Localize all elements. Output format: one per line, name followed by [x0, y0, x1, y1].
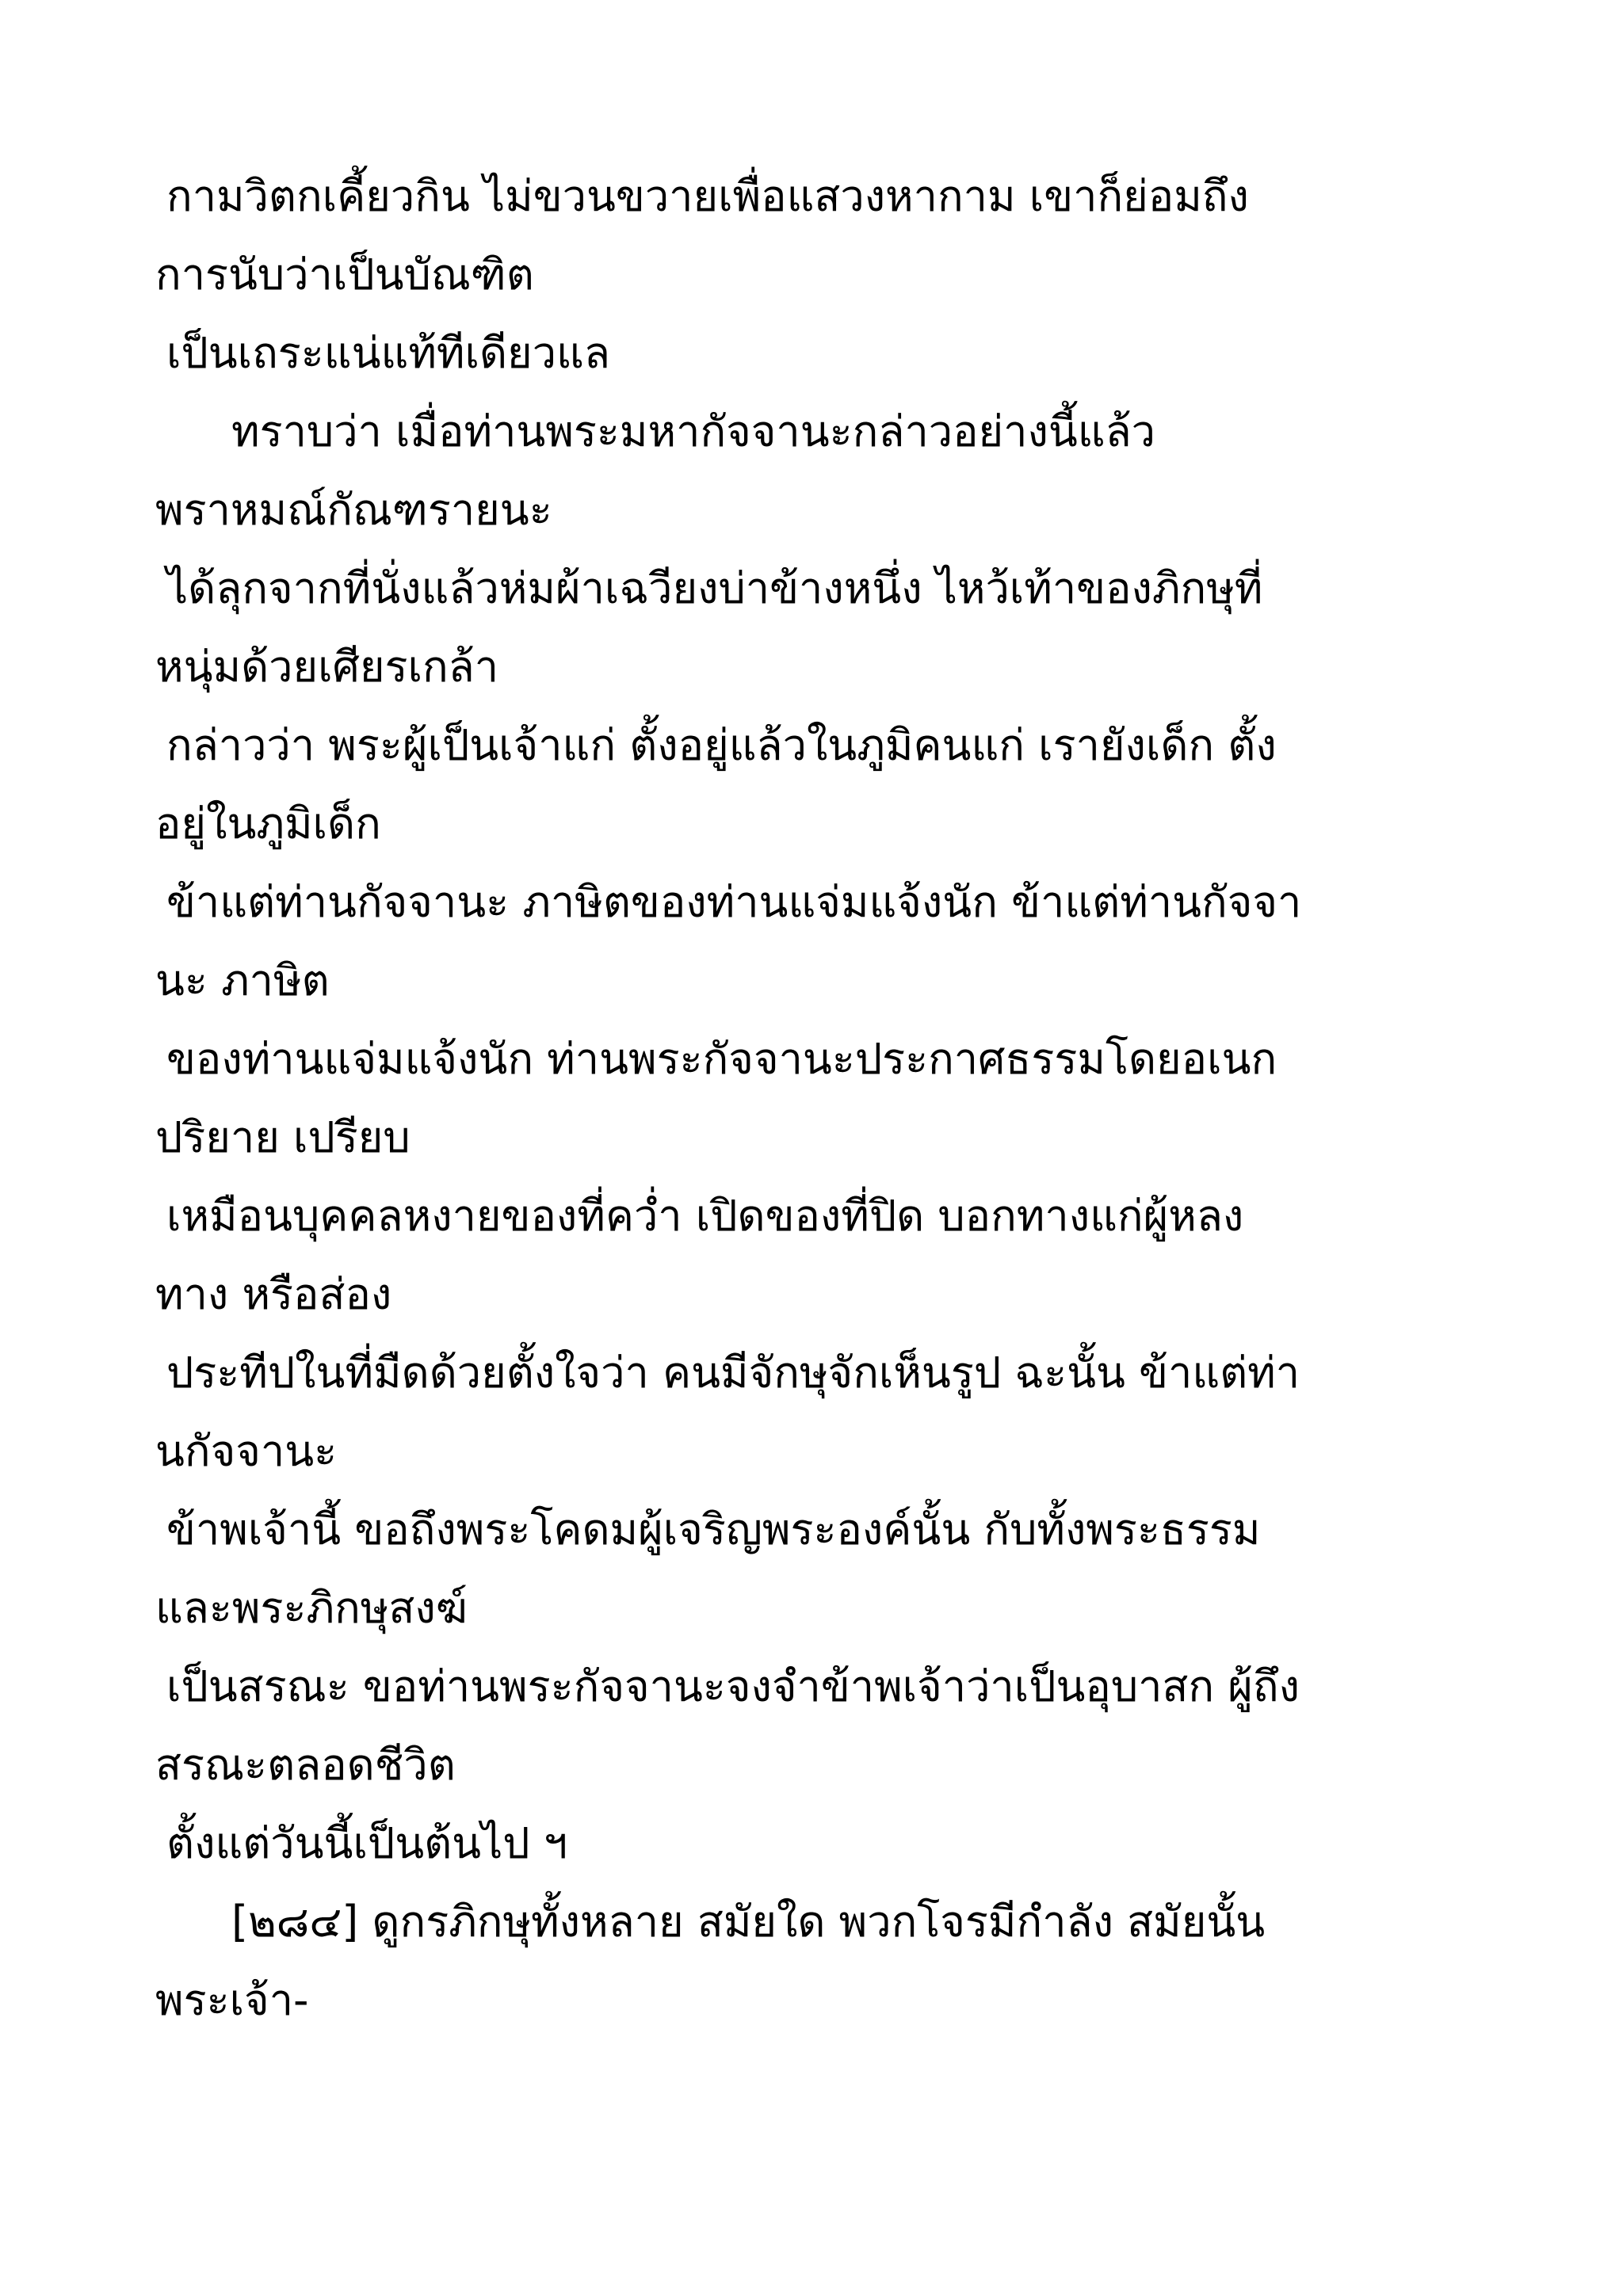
text-line: ประทีปในที่มืดด้วยตั้งใจว่า คนมีจักษุจักเห็นรูป ฉะนั้น ข้าแต่ท่า — [166, 1348, 1300, 1398]
text-line: นกัจจานะ — [155, 1426, 338, 1476]
text-line: เป็นเถระแน่แท้ทีเดียวแล — [166, 328, 610, 378]
document-body — [155, 157, 1503, 2039]
text-line: ปริยาย เปรียบ — [155, 1112, 411, 1162]
text-line: และพระภิกษุสงฆ์ — [155, 1583, 468, 1633]
text-line: ของท่านแจ่มแจ้งนัก ท่านพระกัจจานะประกาศธรรมโดยอเนก — [166, 1034, 1277, 1084]
text-line: หนุ่มด้วยเศียรเกล้า — [155, 642, 499, 692]
text-line: ข้าแต่ท่านกัจจานะ ภาษิตของท่านแจ่มแจ้งนัก ข้าแต่ท่านกัจจา — [166, 877, 1302, 927]
text-line: เป็นสรณะ ขอท่านพระกัจจานะจงจำข้าพเจ้าว่าเป็นอุบาสก ผู้ถึง — [166, 1661, 1300, 1711]
text-line: ตั้งแต่วันนี้เป็นต้นไป ฯ — [166, 1818, 568, 1868]
text-line: กล่าวว่า พระผู้เป็นเจ้าแก่ ตั้งอยู่แล้วในภูมิคนแก่ เรายังเด็ก ตั้ง — [166, 720, 1277, 770]
text-line: พราหมณ์กัณฑรายนะ — [155, 485, 552, 535]
text-line: [๒๘๔] ดูกรภิกษุทั้งหลาย สมัยใด พวกโจรมีกำลัง สมัยนั้น — [231, 1897, 1266, 1947]
text-line: สรณะตลอดชีวิต — [155, 1740, 456, 1790]
text-line: ข้าพเจ้านี้ ขอถึงพระโคดมผู้เจริญพระองค์นั้น กับทั้งพระธรรม — [166, 1505, 1261, 1554]
text-line: เหมือนบุคคลหงายของที่คว่ำ เปิดของที่ปิด บอกทางแก่ผู้หลง — [166, 1191, 1244, 1241]
text-line: นะ ภาษิต — [155, 955, 330, 1005]
text-line: ทราบว่า เมื่อท่านพระมหากัจจานะกล่าวอย่างนี้แล้ว — [231, 406, 1155, 456]
text-line: ได้ลุกจากที่นั่งแล้วห่มผ้าเฉวียงบ่าข้างหนึ่ง ไหว้เท้าของภิกษุที่ — [166, 563, 1263, 613]
text-line: พระเจ้า- — [155, 1975, 309, 2025]
text-line: ทาง หรือส่อง — [155, 1269, 392, 1319]
text-line: กามวิตกเคี้ยวกิน ไม่ขวนขวายเพื่อแสวงหากาม เขาก็ย่อมถึง — [166, 171, 1249, 221]
text-line: การนับว่าเป็นบัณฑิต — [155, 250, 534, 299]
text-line: อยู่ในภูมิเด็ก — [155, 799, 381, 849]
